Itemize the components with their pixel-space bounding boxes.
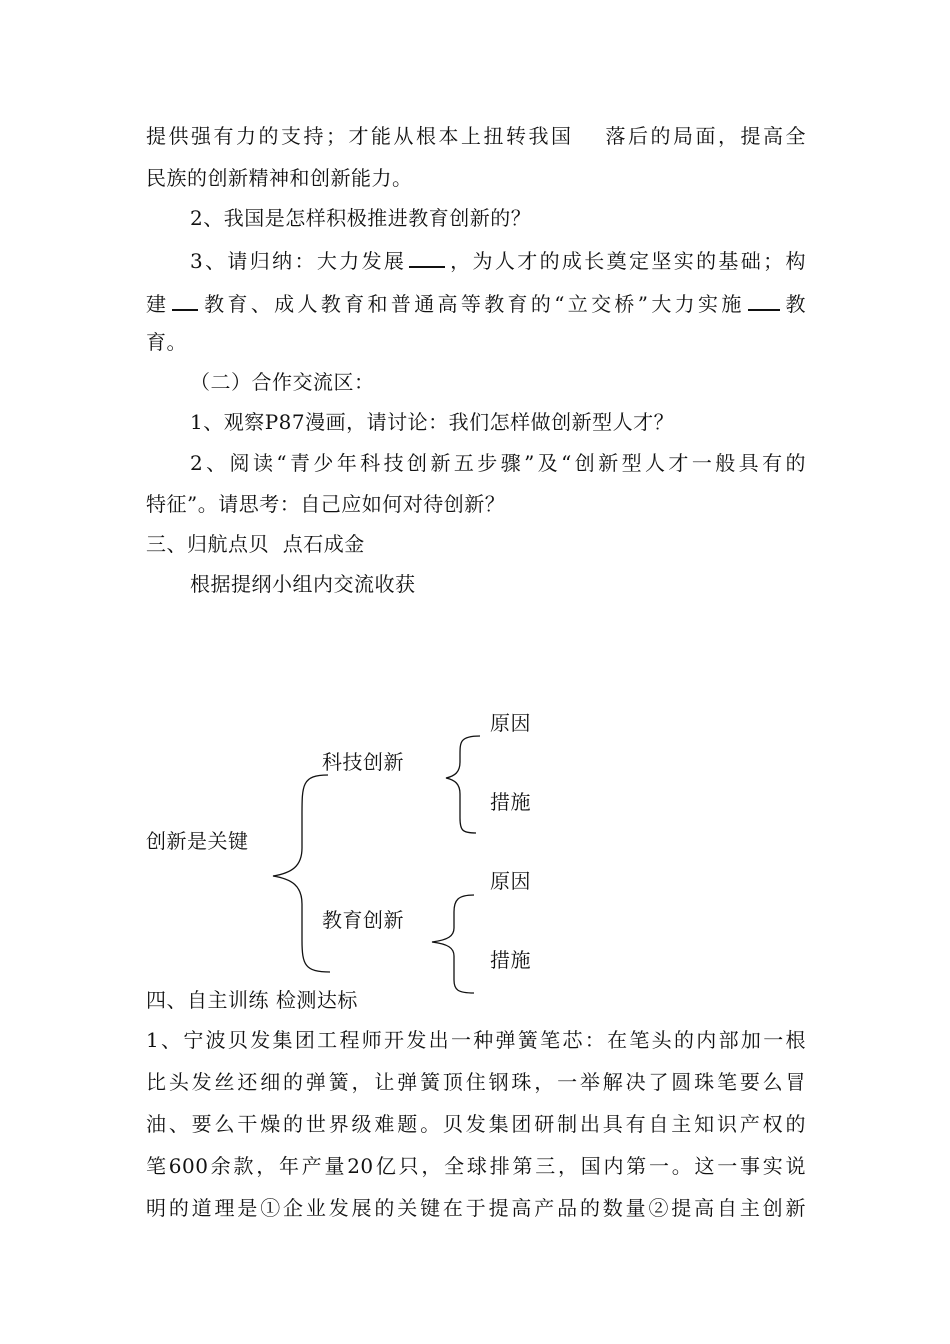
diagram-branch-tech-measure: 措施 bbox=[490, 790, 531, 814]
diagram-branch-edu-measure: 措施 bbox=[490, 948, 531, 972]
exercise-1-line-1: 1、宁波贝发集团工程师开发出一种弹簧笔芯：在笔头的内部加一根 bbox=[146, 1028, 806, 1052]
exercise-1-line-2: 比头发丝还细的弹簧，让弹簧顶住钢珠，一举解决了圆珠笔要么冒 bbox=[146, 1070, 806, 1094]
branch1-brace bbox=[446, 736, 480, 833]
text-segment: 建 bbox=[146, 292, 170, 316]
cooperation-item-2-line-1: 2、阅读“青少年科技创新五步骤”及“创新型人才一般具有的 bbox=[190, 451, 806, 475]
text-segment: 教育、成人教育和普通高等教育的“立交桥”大力实施 bbox=[201, 292, 745, 316]
root-brace bbox=[273, 775, 330, 972]
exercise-1-line-5: 明的道理是①企业发展的关键在于提高产品的数量②提高自主创新 bbox=[146, 1196, 806, 1220]
text-segment: 提供强有力的支持；才能从根本上扭转我国 bbox=[146, 124, 574, 148]
section-cooperation-heading: （二）合作交流区： bbox=[190, 370, 375, 394]
diagram-root: 创新是关键 bbox=[146, 829, 249, 853]
section-3-subtext: 根据提纲小组内交流收获 bbox=[190, 572, 416, 596]
text-segment: ，为人才的成长奠定坚实的基础；构 bbox=[448, 249, 806, 273]
exercise-1-line-4: 笔600余款，年产量20亿只，全球排第三，国内第一。这一事实说 bbox=[146, 1154, 806, 1178]
cooperation-item-2-line-2: 特征”。请思考：自己应如何对待创新？ bbox=[146, 492, 506, 516]
diagram-branch-tech-cause: 原因 bbox=[490, 711, 531, 735]
section-3-heading: 三、归航点贝 点石成金 bbox=[146, 532, 365, 556]
text-line: 民族的创新精神和创新能力。 bbox=[146, 166, 413, 190]
branch2-brace bbox=[432, 895, 474, 993]
diagram-branch-edu: 教育创新 bbox=[322, 908, 404, 932]
text-segment: 3、请归纳：大力发展 bbox=[190, 249, 407, 273]
question-2: 2、我国是怎样积极推进教育创新的？ bbox=[190, 206, 532, 230]
exercise-1-line-3: 油、要么干燥的世界级难题。贝发集团研制出具有自主知识产权的 bbox=[146, 1112, 806, 1136]
text-segment: 落后的局面，提高全 bbox=[603, 124, 806, 148]
diagram-branch-tech: 科技创新 bbox=[322, 750, 404, 774]
cooperation-item-1: 1、观察P87漫画，请讨论：我们怎样做创新型人才？ bbox=[190, 410, 675, 434]
diagram-branch-edu-cause: 原因 bbox=[490, 869, 531, 893]
text-segment: 教 bbox=[782, 292, 807, 316]
section-4-heading: 四、自主训练 检测达标 bbox=[146, 988, 358, 1012]
question-3-line-3: 育。 bbox=[146, 330, 187, 354]
